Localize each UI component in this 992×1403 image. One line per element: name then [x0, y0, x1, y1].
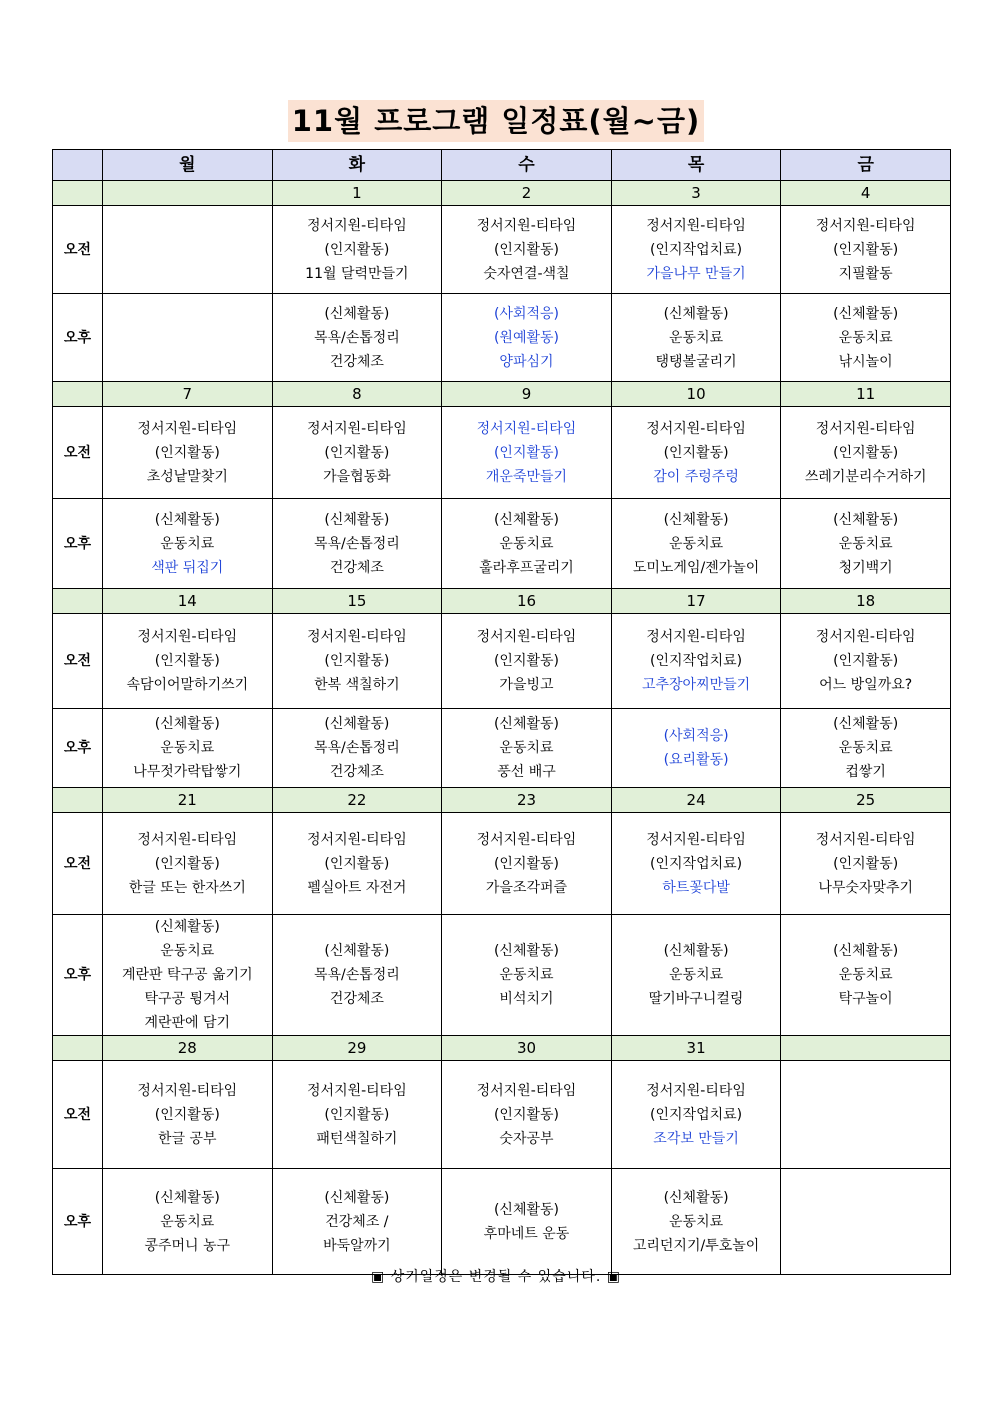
- morning-row: [53, 614, 951, 709]
- activity-line: 계란판에 담기: [144, 1015, 231, 1031]
- activity-line: (신체활동): [154, 1189, 220, 1206]
- afternoon-label: 오후: [53, 1169, 103, 1275]
- activity-line: (인지활동): [154, 1106, 220, 1123]
- date-cell: 23: [442, 788, 612, 813]
- activity-line: 정서지원-티타임: [646, 217, 746, 234]
- activity-cell: [103, 499, 273, 589]
- activity-cell: [272, 1061, 442, 1169]
- footer-note: ▣ 상기일정은 변경될 수 있습니다. ▣: [371, 1269, 621, 1285]
- activity-cell: [103, 813, 273, 915]
- activity-line: 딸기바구니컬링: [648, 991, 744, 1007]
- date-cell: 8: [272, 382, 442, 407]
- activity-cell: [781, 294, 951, 382]
- activity-cell: [272, 614, 442, 709]
- activity-cell: [272, 294, 442, 382]
- activity-cell: [611, 206, 781, 294]
- date-cell: 28: [103, 1036, 273, 1061]
- date-cell: 29: [272, 1036, 442, 1061]
- activity-cell: [272, 915, 442, 1036]
- activity-line: (신체활동): [324, 1189, 390, 1206]
- date-cell: 7: [103, 382, 273, 407]
- activity-line: (인지활동): [493, 444, 559, 461]
- activity-line: 운동치료: [160, 740, 215, 756]
- activity-cell: [781, 1061, 951, 1169]
- activity-line: (신체활동): [663, 1189, 729, 1206]
- schedule-table: [52, 149, 951, 1275]
- activity-line: 탱탱볼굴리기: [655, 353, 737, 370]
- date-cell: 3: [611, 181, 781, 206]
- date-cell: [103, 181, 273, 206]
- afternoon-label: 오후: [53, 709, 103, 788]
- weekday-header: 화: [272, 150, 442, 181]
- activity-line: 목욕/손톱정리: [313, 740, 400, 756]
- activity-line: 건강체조 /: [325, 1213, 389, 1230]
- date-cell: 18: [781, 589, 951, 614]
- morning-label: 오전: [53, 1061, 103, 1169]
- activity-line: (인지활동): [154, 653, 220, 669]
- activity-line: 정서지원-티타임: [815, 629, 916, 645]
- activity-line: 계란판 탁구공 옮기기: [121, 967, 253, 983]
- activity-line: (신체활동): [493, 943, 559, 959]
- activity-line: (신체활동): [324, 511, 390, 528]
- activity-line: (신체활동): [154, 919, 220, 935]
- activity-line: 운동치료: [160, 1213, 215, 1230]
- activity-line: 건강체조: [329, 353, 384, 370]
- activity-cell: [781, 813, 951, 915]
- activity-line: 한복 색칠하기: [314, 677, 400, 693]
- activity-line: 한글 또는 한자쓰기: [128, 879, 246, 896]
- activity-line: 비석치기: [499, 991, 554, 1007]
- activity-cell: [272, 813, 442, 915]
- activity-line: 운동치료: [669, 967, 724, 983]
- date-cell: 21: [103, 788, 273, 813]
- activity-line: (신체활동): [663, 943, 729, 959]
- activity-line: 쓰레기분리수거하기: [804, 468, 927, 485]
- activity-line: 훌라후프굴리기: [479, 559, 574, 576]
- activity-line: 건강체조: [329, 764, 384, 780]
- date-cell: 9: [442, 382, 612, 407]
- weekday-header-row: [53, 150, 951, 181]
- activity-line: (신체활동): [154, 511, 220, 528]
- activity-line: 건강체조: [329, 991, 384, 1007]
- activity-line: 가을조각퍼즐: [485, 879, 568, 896]
- activity-line: 후마네트 운동: [483, 1225, 570, 1242]
- activity-line: 운동치료: [669, 329, 724, 346]
- activity-line: (신체활동): [833, 305, 899, 322]
- activity-cell: [781, 407, 951, 499]
- activity-line: 낚시놀이: [838, 353, 893, 370]
- activity-line: 숫자연결-색칠: [483, 265, 570, 282]
- activity-line: 운동치료: [838, 329, 893, 346]
- date-cell: 16: [442, 589, 612, 614]
- activity-line: (인지활동): [324, 653, 390, 669]
- activity-line: 목욕/손톱정리: [313, 535, 400, 552]
- activity-line: 정서지원-티타임: [815, 420, 916, 437]
- activity-line: (인지작업치료): [650, 241, 743, 258]
- activity-line: 색판 뒤집기: [151, 559, 224, 576]
- activity-line: 정서지원-티타임: [646, 831, 746, 848]
- activity-cell: [611, 294, 781, 382]
- date-cell: 10: [611, 382, 781, 407]
- activity-line: 정서지원-티타임: [137, 1082, 238, 1099]
- activity-line: 건강체조: [329, 559, 384, 576]
- activity-cell: [103, 206, 273, 294]
- activity-line: (신체활동): [833, 511, 899, 528]
- date-cell: 24: [611, 788, 781, 813]
- afternoon-row: [53, 294, 951, 382]
- activity-cell: [442, 499, 612, 589]
- afternoon-row: [53, 499, 951, 589]
- activity-cell: [781, 614, 951, 709]
- activity-line: (신체활동): [154, 716, 220, 732]
- activity-cell: [103, 915, 273, 1036]
- activity-line: 정서지원-티타임: [815, 217, 916, 234]
- activity-line: 정서지원-티타임: [476, 831, 577, 848]
- activity-line: 나무숫자맞추기: [818, 879, 913, 896]
- activity-line: (인지활동): [663, 444, 729, 461]
- afternoon-label: 오후: [53, 915, 103, 1036]
- activity-cell: [611, 1169, 781, 1275]
- activity-line: 운동치료: [669, 535, 724, 552]
- morning-row: [53, 407, 951, 499]
- date-cell: 25: [781, 788, 951, 813]
- date-cell: 11: [781, 382, 951, 407]
- activity-line: (인지활동): [493, 241, 559, 258]
- activity-line: 고추장아찌만들기: [641, 677, 751, 693]
- activity-cell: [781, 1169, 951, 1275]
- activity-line: (신체활동): [663, 511, 729, 528]
- activity-line: 정서지원-티타임: [646, 420, 746, 437]
- activity-cell: [103, 294, 273, 382]
- date-row: [53, 382, 951, 407]
- activity-line: (인지활동): [324, 1106, 390, 1123]
- activity-line: (인지활동): [833, 653, 899, 669]
- activity-cell: [781, 499, 951, 589]
- activity-line: (신체활동): [663, 305, 729, 322]
- activity-line: (신체활동): [493, 511, 559, 528]
- activity-line: 양파심기: [499, 353, 554, 370]
- activity-line: 정서지원-티타임: [476, 1082, 577, 1099]
- activity-line: 정서지원-티타임: [307, 1082, 407, 1099]
- morning-label: 오전: [53, 614, 103, 709]
- activity-line: 정서지원-티타임: [137, 420, 238, 437]
- activity-line: 정서지원-티타임: [307, 831, 407, 848]
- date-cell: 17: [611, 589, 781, 614]
- date-row-corner: [53, 382, 103, 407]
- activity-line: 콩주머니 농구: [144, 1237, 231, 1254]
- weekday-header: 금: [781, 150, 951, 181]
- activity-line: (신체활동): [833, 716, 899, 732]
- activity-line: 정서지원-티타임: [307, 217, 407, 234]
- activity-line: (인지활동): [324, 855, 390, 872]
- activity-line: 정서지원-티타임: [476, 629, 577, 645]
- morning-label: 오전: [53, 206, 103, 294]
- date-row-corner: [53, 589, 103, 614]
- activity-cell: [103, 1169, 273, 1275]
- activity-cell: [442, 407, 612, 499]
- activity-line: 운동치료: [160, 943, 215, 959]
- activity-line: 가을빙고: [499, 677, 554, 693]
- activity-line: (인지활동): [154, 444, 220, 461]
- activity-cell: [611, 407, 781, 499]
- activity-cell: [781, 206, 951, 294]
- activity-line: 운동치료: [838, 740, 893, 756]
- morning-label: 오전: [53, 813, 103, 915]
- activity-line: 감이 주렁주렁: [653, 468, 739, 485]
- activity-line: 가을협동화: [323, 468, 391, 485]
- morning-row: [53, 206, 951, 294]
- activity-line: 정서지원-티타임: [476, 217, 577, 234]
- activity-line: 운동치료: [499, 535, 554, 552]
- activity-cell: [272, 1169, 442, 1275]
- activity-line: 패턴색칠하기: [316, 1130, 398, 1147]
- date-cell: 1: [272, 181, 442, 206]
- activity-cell: [442, 813, 612, 915]
- activity-cell: [272, 206, 442, 294]
- activity-line: (인지활동): [833, 241, 899, 258]
- activity-line: (신체활동): [493, 716, 559, 732]
- date-cell: 30: [442, 1036, 612, 1061]
- afternoon-label: 오후: [53, 499, 103, 589]
- activity-cell: [272, 709, 442, 788]
- activity-cell: [781, 915, 951, 1036]
- activity-cell: [611, 1061, 781, 1169]
- date-row-corner: [53, 1036, 103, 1061]
- activity-cell: [442, 1169, 612, 1275]
- activity-line: (인지활동): [833, 444, 899, 461]
- date-cell: 4: [781, 181, 951, 206]
- date-row: [53, 589, 951, 614]
- date-cell: 31: [611, 1036, 781, 1061]
- activity-line: 운동치료: [499, 740, 554, 756]
- activity-line: 고리던지기/투호놀이: [632, 1237, 760, 1254]
- activity-line: 풍선 배구: [497, 764, 556, 780]
- afternoon-row: [53, 915, 951, 1036]
- activity-line: 하트꽃다발: [662, 879, 730, 896]
- activity-line: 정서지원-티타임: [137, 629, 238, 645]
- activity-line: (인지작업치료): [650, 653, 743, 669]
- activity-line: 개운죽만들기: [485, 468, 568, 485]
- activity-line: 운동치료: [160, 535, 215, 552]
- afternoon-label: 오후: [53, 294, 103, 382]
- activity-line: 숫자공부: [499, 1130, 554, 1147]
- activity-line: 정서지원-티타임: [476, 420, 577, 437]
- activity-cell: [442, 915, 612, 1036]
- activity-cell: [103, 1061, 273, 1169]
- activity-cell: [442, 1061, 612, 1169]
- activity-cell: [611, 813, 781, 915]
- activity-cell: [611, 915, 781, 1036]
- date-cell: 15: [272, 589, 442, 614]
- date-row: [53, 1036, 951, 1061]
- activity-line: 초성낱말찾기: [146, 468, 228, 485]
- activity-line: 정서지원-티타임: [307, 629, 407, 645]
- activity-line: (인지활동): [493, 653, 559, 669]
- date-cell: 14: [103, 589, 273, 614]
- activity-line: 운동치료: [499, 967, 554, 983]
- weekday-header: 월: [103, 150, 273, 181]
- activity-line: (사회적응): [663, 728, 729, 744]
- weekday-header: 수: [442, 150, 612, 181]
- activity-line: 운동치료: [669, 1213, 724, 1230]
- activity-line: 속담이어말하기쓰기: [126, 677, 249, 693]
- corner-cell: [53, 150, 103, 181]
- weekday-header: 목: [611, 150, 781, 181]
- activity-line: (원예활동): [493, 329, 559, 346]
- activity-cell: [611, 499, 781, 589]
- date-cell: [781, 1036, 951, 1061]
- afternoon-row: [53, 709, 951, 788]
- activity-line: (인지작업치료): [650, 855, 743, 872]
- activity-line: (인지활동): [493, 855, 559, 872]
- activity-line: 탁구놀이: [838, 991, 893, 1007]
- activity-cell: [781, 709, 951, 788]
- morning-label: 오전: [53, 407, 103, 499]
- activity-line: 조각보 만들기: [653, 1130, 739, 1147]
- activity-line: 청기백기: [838, 559, 893, 576]
- activity-line: 목욕/손톱정리: [313, 967, 400, 983]
- activity-cell: [442, 709, 612, 788]
- activity-cell: [272, 499, 442, 589]
- activity-line: 컵쌓기: [845, 764, 886, 780]
- activity-line: (인지활동): [324, 444, 390, 461]
- activity-line: 11월 달력만들기: [305, 265, 409, 282]
- activity-line: (인지활동): [493, 1106, 559, 1123]
- morning-row: [53, 813, 951, 915]
- date-cell: 22: [272, 788, 442, 813]
- activity-line: 정서지원-티타임: [646, 1082, 746, 1099]
- activity-line: (신체활동): [493, 1201, 559, 1218]
- activity-line: 목욕/손톱정리: [313, 329, 400, 346]
- activity-cell: [103, 709, 273, 788]
- activity-line: 운동치료: [838, 967, 893, 983]
- activity-line: 지필활동: [838, 265, 893, 282]
- activity-line: 나무젓가락탑쌓기: [133, 764, 242, 780]
- activity-cell: [103, 407, 273, 499]
- date-row: [53, 181, 951, 206]
- activity-cell: [442, 294, 612, 382]
- activity-line: 탁구공 튕겨서: [144, 991, 231, 1007]
- activity-cell: [611, 614, 781, 709]
- activity-cell: [103, 614, 273, 709]
- activity-line: (신체활동): [324, 943, 390, 959]
- activity-line: 정서지원-티타임: [307, 420, 407, 437]
- activity-line: (인지활동): [324, 241, 390, 258]
- activity-line: (인지활동): [154, 855, 220, 872]
- activity-cell: [442, 206, 612, 294]
- morning-row: [53, 1061, 951, 1169]
- date-row-corner: [53, 788, 103, 813]
- activity-line: 어느 방일까요?: [819, 677, 913, 693]
- activity-line: 펠실아트 자전거: [307, 879, 407, 896]
- activity-cell: [442, 614, 612, 709]
- page-title: 11월 프로그램 일정표(월~금): [288, 100, 705, 142]
- activity-line: 정서지원-티타임: [137, 831, 238, 848]
- activity-line: (신체활동): [833, 943, 899, 959]
- activity-line: (인지작업치료): [650, 1106, 743, 1123]
- activity-line: 정서지원-티타임: [815, 831, 916, 848]
- activity-line: 도미노게임/젠가놀이: [632, 559, 760, 576]
- activity-line: 가을나무 만들기: [646, 265, 746, 282]
- activity-line: (사회적응): [493, 305, 559, 322]
- activity-line: (신체활동): [324, 305, 390, 322]
- activity-line: 바둑알까기: [323, 1237, 391, 1254]
- activity-cell: [272, 407, 442, 499]
- activity-line: (인지활동): [833, 855, 899, 872]
- date-row: [53, 788, 951, 813]
- activity-line: 한글 공부: [158, 1130, 217, 1147]
- date-row-corner: [53, 181, 103, 206]
- activity-line: (요리활동): [663, 752, 729, 768]
- activity-line: 운동치료: [838, 535, 893, 552]
- activity-cell: [611, 709, 781, 788]
- activity-line: (신체활동): [324, 716, 390, 732]
- afternoon-row: [53, 1169, 951, 1275]
- date-cell: 2: [442, 181, 612, 206]
- activity-line: 정서지원-티타임: [646, 629, 746, 645]
